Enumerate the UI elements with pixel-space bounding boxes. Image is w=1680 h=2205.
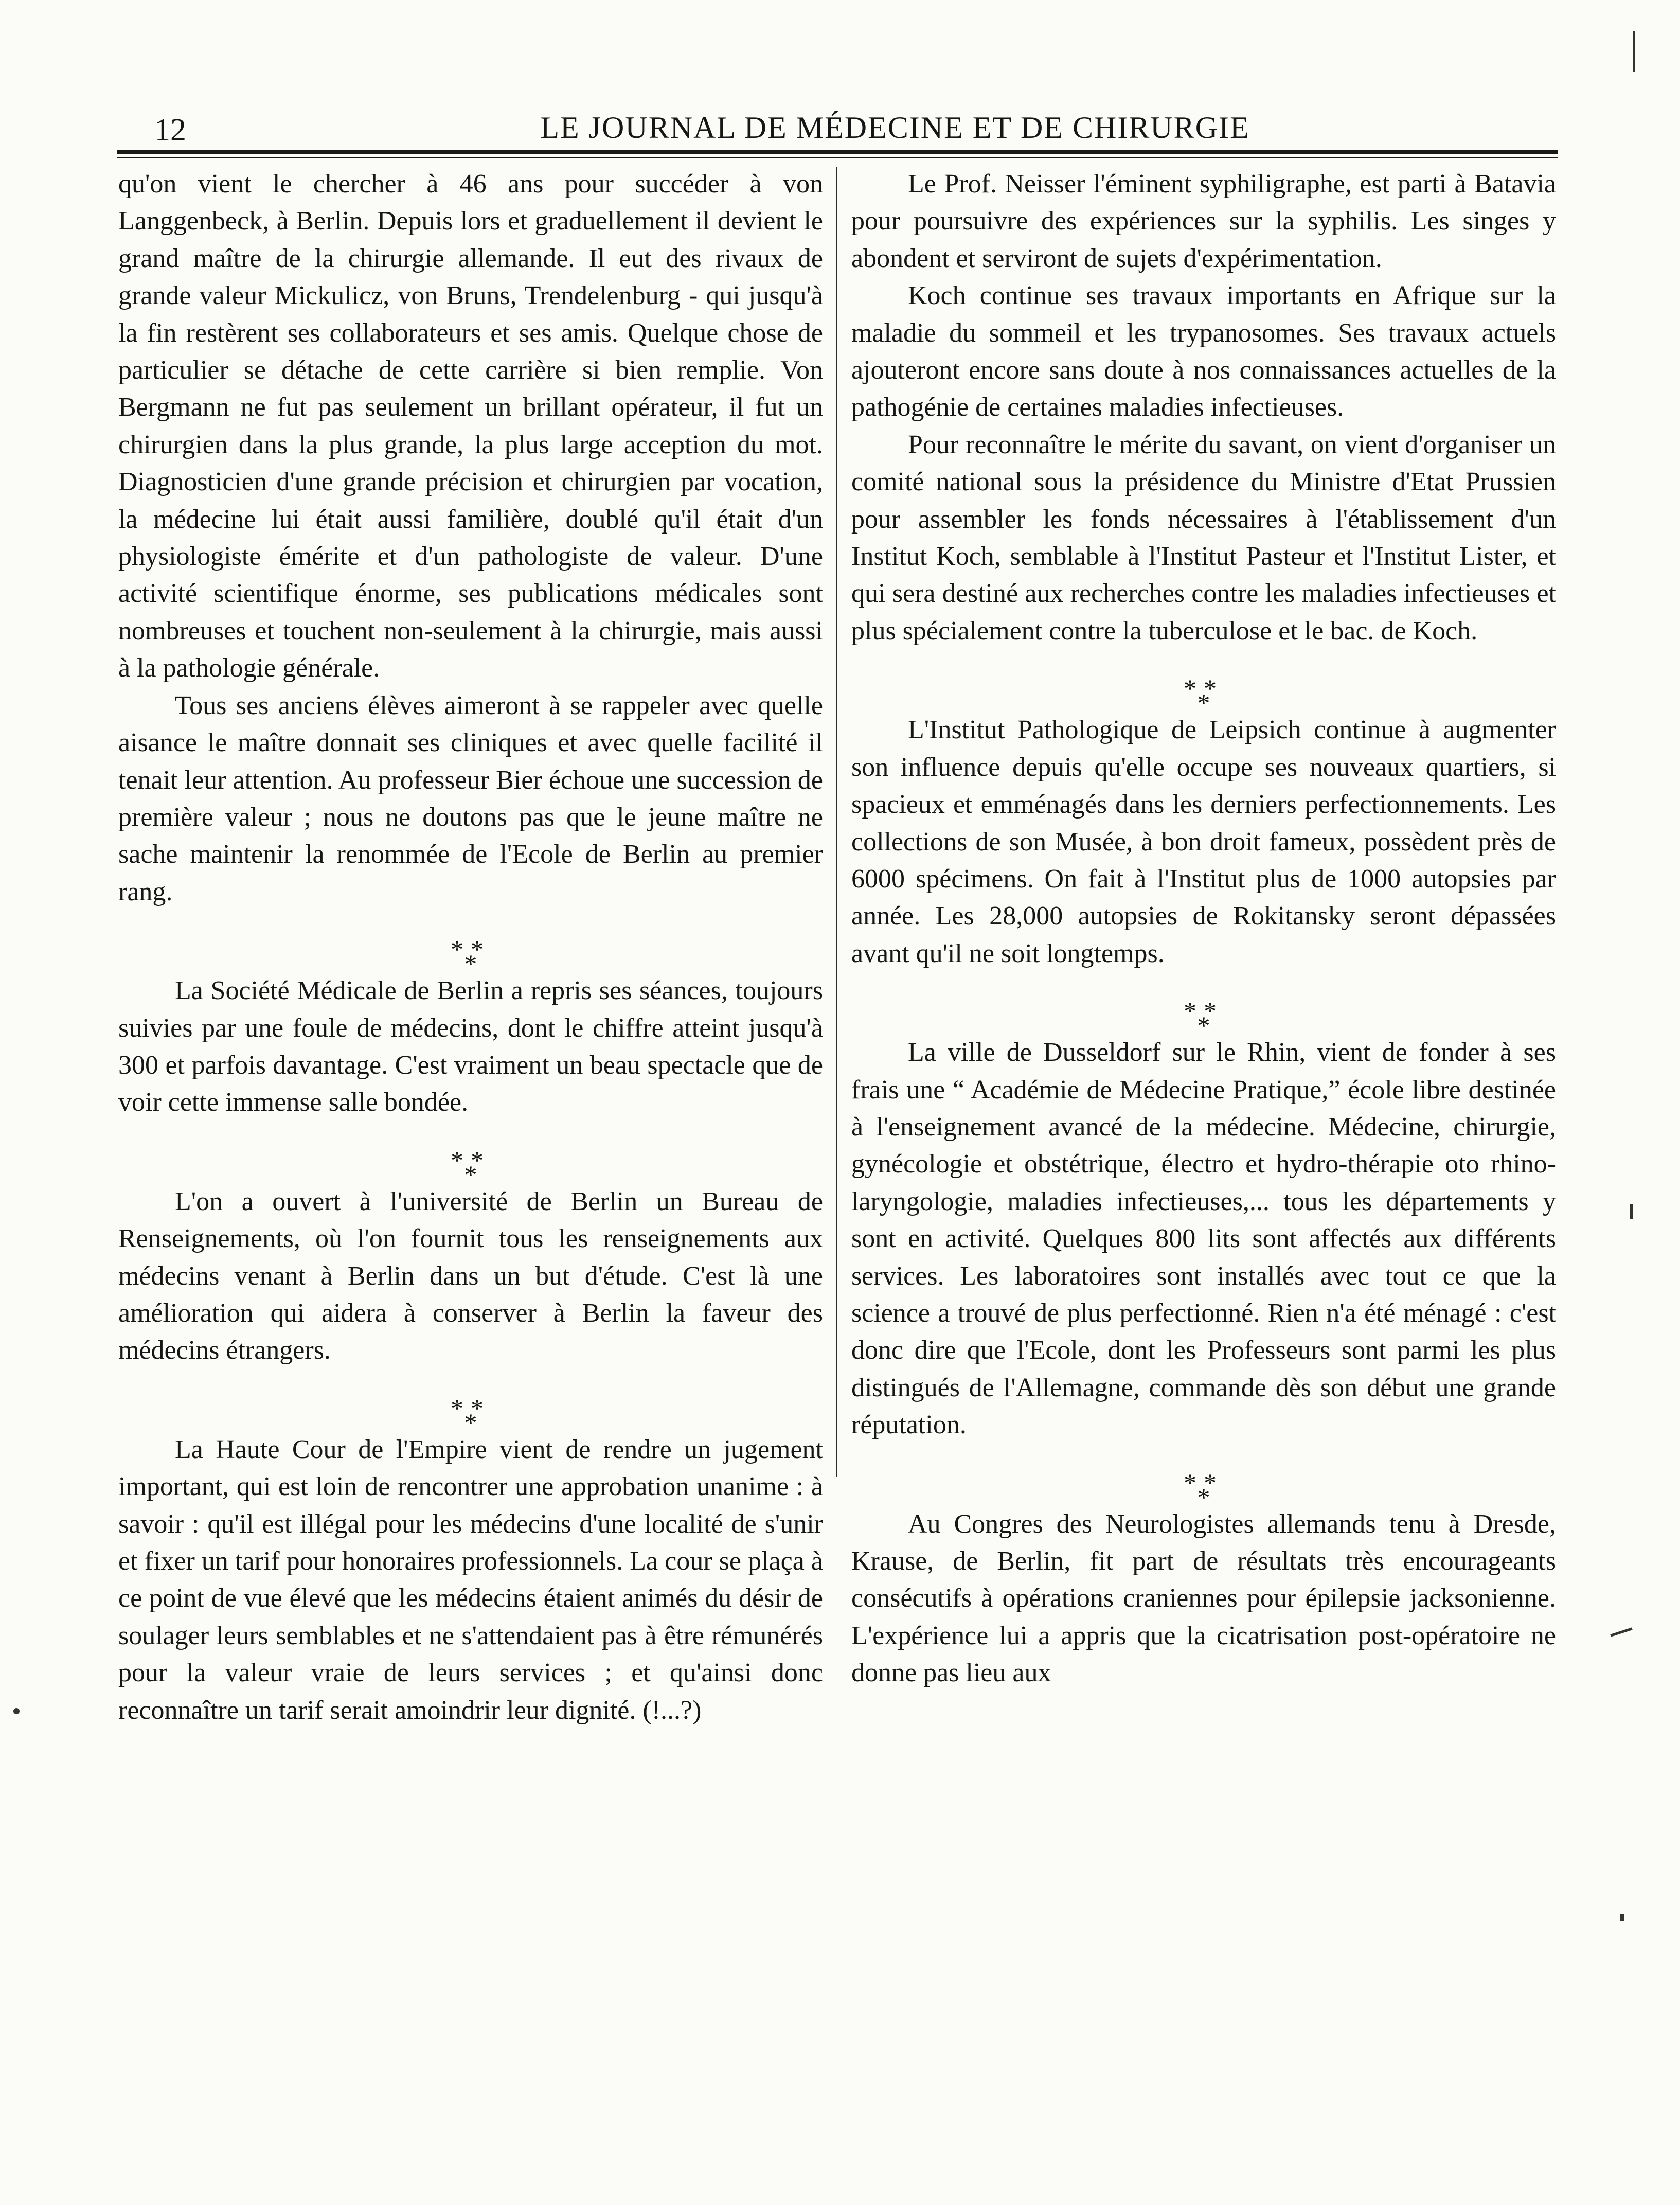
article-paragraph: La ville de Dusseldorf sur le Rhin, vient de fonder à ses frais une “ Académie de Médecine Pratique,” école libre destinée à l'enseignement avancé de la médecine. Médecine, chirurgie, gynécologie et obstétrique, électro et hydro-thérapie oto rhino-laryngologie, maladies infectieuses,... tous les départements y sont en activité. Quelques 800 lits sont affectés aux différents services. Les laboratoires sont installés avec tout ce que la science a trouvé de plus perfectionné. Rien n'a été ménagé : c'est donc dire que l'Ecole, dont les Professeurs sont parmi les plus distingués de l'Allemagne, commande dès son début une grande réputation. (851, 1038, 1556, 1440)
section-separator (118, 1122, 823, 1189)
ornament-star: * (451, 935, 471, 964)
ornament-star: * (1204, 1468, 1224, 1497)
scan-speck (1620, 1914, 1624, 1921)
column-divider (836, 167, 837, 1477)
article-paragraph: Le Prof. Neisser l'éminent syphiligraphe, est parti à Batavia pour poursuivre des expériences sur la syphilis. Les singes y abondent et serviront de sujets d'expérimentation. (851, 169, 1556, 273)
ornament-star: * (471, 1393, 491, 1422)
article-paragraph: La Haute Cour de l'Empire vient de rendre un jugement important, qui est loin de rencontrer une approbation unanime : à savoir : qu'il est illégal pour les médecins d'une localité de s'unir et fixer un tarif pour honoraires professionnels. La cour se plaça à ce point de vue élevé que les médecins étaient animés du désir de soulager leurs semblables et ne s'attendaient pas à être rémunérés pour la valeur vraie de leurs services ; et qu'ainsi donc reconnaître un tarif serait amoindrir leur dignité. (!...?) (118, 1434, 823, 1725)
ornament-star: * (451, 1393, 471, 1422)
article-paragraph: qu'on vient le chercher à 46 ans pour succéder à von Langgenbeck, à Berlin. Depuis lors et graduellement il devient le grand maître de la chirurgie allemande. Il eut des rivaux de grande valeur Mickulicz, von Bruns, Trendelenburg - qui jusqu'à la fin restèrent ses collaborateurs et ses amis. Quelque chose de particulier se détache de cette carrière si bien remplie. Von Bergmann ne fut pas seulement un brillant opérateur, il fut un chirurgien dans la plus grande, la plus large acception du mot. Diagnosticien d'une grande précision et chirurgien par vocation, la médecine lui était aussi familière, doublé qu'il était d'un physiologiste émérite et d'un pathologiste de valeur. D'une activité scientifique énorme, ses publications médicales sont nombreuses et touchent non-seulement à la chirurgie, mais aussi à la pathologie générale. (118, 169, 823, 683)
article-paragraph: Koch continue ses travaux importants en Afrique sur la maladie du sommeil et les trypanosomes. Ses travaux actuels ajouteront encore sans doute à nos connaissances actuelles de la pathogénie de certaines maladies infectieuses. (851, 281, 1556, 422)
running-title: LE JOURNAL DE MÉDECINE ET DE CHIRURGIE (540, 111, 1250, 145)
scan-speck (13, 1708, 20, 1714)
left-column (118, 166, 823, 1729)
header-rule-thick (117, 150, 1558, 154)
ornament-star: * (1184, 1468, 1204, 1497)
right-column (851, 166, 1556, 1692)
ornament-star: * (1184, 674, 1204, 703)
ornament-star: * (464, 1408, 477, 1437)
scan-speck (1630, 1204, 1633, 1219)
section-separator (851, 650, 1556, 718)
page-number: 12 (154, 113, 186, 148)
article-paragraph: Tous ses anciens élèves aimeront à se rappeler avec quelle aisance le maître donnait ses cliniques et avec quelle facilité il tenait leur attention. Au professeur Bier échoue une succession de première valeur ; nous ne doutons pas que le jeune maître ne sache maintenir la renommée de l'Ecole de Berlin au premier rang. (118, 690, 823, 906)
article-paragraph: L'on a ouvert à l'université de Berlin un Bureau de Renseignements, où l'on fournit tous les renseignements aux médecins venant à Berlin dans un but d'étude. C'est là une amélioration qui aidera à conserver à Berlin la faveur des médecins étrangers. (118, 1186, 823, 1365)
scan-speck (1610, 1627, 1632, 1637)
ornament-star: * (1184, 997, 1204, 1026)
section-separator (851, 1444, 1556, 1512)
article-paragraph: Pour reconnaître le mérite du savant, on vient d'organiser un comité national sous la présidence du Ministre d'Etat Prussien pour assembler les fonds nécessaires à l'établissement d'un Institut Koch, semblable à l'Institut Pasteur et l'Institut Lister, et qui sera destiné aux recherches contre les maladies infectieuses et plus spécialement contre la tuberculose et le bac. de Koch. (851, 430, 1556, 646)
article-paragraph: Au Congres des Neurologistes allemands tenu à Dresde, Krause, de Berlin, fit part de résultats très encourageants consécutifs à opérations craniennes pour épilepsie jacksonienne. L'expérience lui a appris que la cicatrisation post-opératoire ne donne pas lieu aux (851, 1509, 1556, 1688)
header-rule-thin (117, 157, 1558, 158)
ornament-star: * (451, 1145, 471, 1175)
ornament-star: * (464, 1160, 477, 1189)
ornament-star: * (1204, 674, 1224, 703)
section-separator (118, 1370, 823, 1437)
article-paragraph: La Société Médicale de Berlin a repris ses séances, toujours suivies par une foule de médecins, dont le chiffre atteint jusqu'à 300 et parfois davantage. C'est vraiment un beau spectacle que de voir cette immense salle bondée. (118, 976, 823, 1117)
scan-speck (1633, 31, 1635, 72)
ornament-star: * (471, 935, 491, 964)
ornament-star: * (1197, 1482, 1210, 1512)
ornament-star: * (464, 949, 477, 979)
section-separator (118, 911, 823, 979)
ornament-star: * (1197, 1011, 1210, 1040)
ornament-star: * (471, 1145, 491, 1175)
article-paragraph: L'Institut Pathologique de Leipsich continue à augmenter son influence depuis qu'elle occupe ses nouveaux quartiers, si spacieux et emménagés dans les derniers perfectionnements. Les collections de son Musée, à bon droit fameux, possèdent près de 6000 spécimens. On fait à l'Institut plus de 1000 autopsies par année. Les 28,000 autopsies de Rokitansky seront dépassées avant qu'il ne soit longtemps. (851, 715, 1556, 968)
section-separator (851, 972, 1556, 1040)
ornament-star: * (1197, 688, 1210, 718)
ornament-star: * (1204, 997, 1224, 1026)
